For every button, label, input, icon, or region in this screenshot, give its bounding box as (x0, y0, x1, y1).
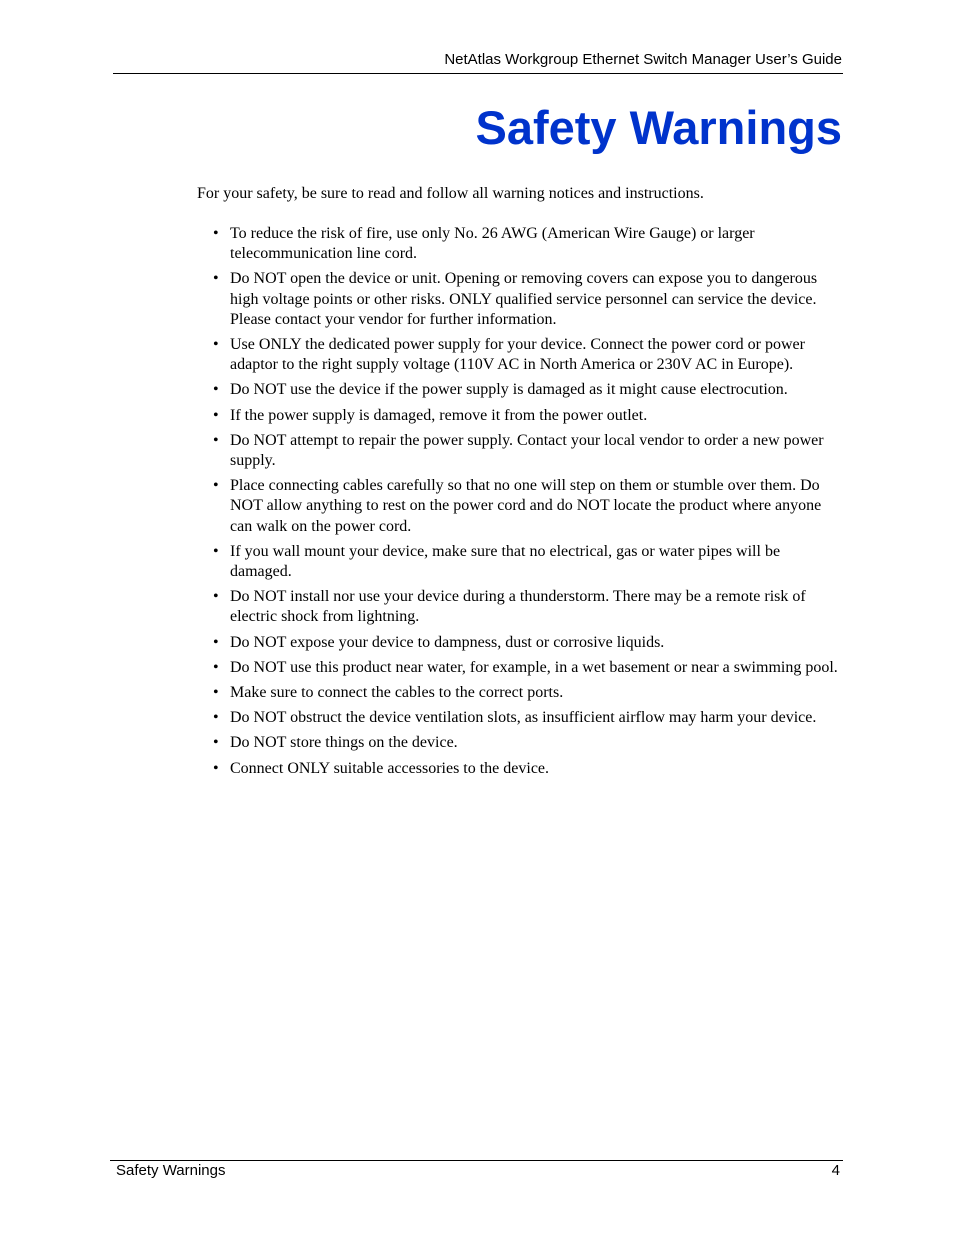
bullet-icon: • (213, 431, 219, 449)
bullet-icon: • (213, 406, 219, 424)
bullet-icon: • (213, 225, 219, 242)
warning-item (213, 708, 843, 728)
warning-text: To reduce the risk of fire, use only No. 26 AWG (American Wire Gauge) or larger telecommunication line cord. (230, 225, 755, 263)
warning-text: Do NOT use this product near water, for example, in a wet basement or near a swimming pool. (230, 658, 838, 676)
bullet-icon: • (213, 381, 219, 399)
warning-text: Connect ONLY suitable accessories to the device. (230, 759, 550, 777)
warning-text: If you wall mount your device, make sure that no electrical, gas or water pipes will be damaged. (230, 542, 781, 581)
footer-section-name: Safety Warnings (116, 1162, 226, 1179)
bullet-icon: • (213, 658, 219, 676)
warning-item (213, 431, 843, 471)
warning-item (213, 733, 843, 753)
warning-item (213, 380, 843, 400)
bullet-icon: • (213, 270, 219, 288)
running-header: NetAtlas Workgroup Ethernet Switch Manager User’s Guide (444, 51, 842, 68)
bullet-icon: • (213, 542, 219, 560)
warning-text: Do NOT install nor use your device during a thunderstorm. There may be a remote risk of electric shock from lightning. (230, 588, 806, 626)
bullet-icon: • (213, 734, 219, 752)
bullet-icon: • (213, 684, 219, 702)
bullet-icon: • (213, 588, 219, 606)
warning-item (213, 759, 843, 779)
warning-item (213, 224, 843, 264)
bullet-icon: • (213, 477, 219, 495)
page-title: Safety Warnings (475, 101, 842, 154)
warning-text: Place connecting cables carefully so that no one will step on them or stumble over them. Do NOT allow anything to rest on the power cord and do NOT locate the product where anyone can walk on the power cord. (230, 477, 822, 535)
bullet-icon: • (213, 336, 219, 354)
warning-item (213, 269, 843, 330)
intro-paragraph: For your safety, be sure to read and follow all warning notices and instructions. (197, 185, 704, 202)
warning-item (213, 683, 843, 703)
warning-item (213, 406, 843, 426)
warning-text: Use ONLY the dedicated power supply for your device. Connect the power cord or power adaptor to the right supply voltage (110V AC in North America or 230V AC in Europe). (230, 336, 805, 374)
warning-text: If the power supply is damaged, remove it from the power outlet. (230, 406, 648, 424)
warning-item (213, 476, 843, 537)
warning-text: Do NOT obstruct the device ventilation slots, as insufficient airflow may harm your device. (230, 709, 817, 727)
warning-text: Do NOT store things on the device. (230, 734, 458, 752)
bullet-icon: • (213, 709, 219, 727)
warning-text: Do NOT attempt to repair the power supply. Contact your local vendor to order a new power supply. (230, 431, 824, 470)
bullet-icon: • (213, 633, 219, 651)
bullet-icon: • (213, 759, 219, 777)
footer-divider (110, 1160, 843, 1161)
warning-text: Do NOT open the device or unit. Opening or removing covers can expose you to dangerous high voltage points or other risks. ONLY qualified service personnel can service the device. Please contact your vendor for further information. (230, 270, 818, 328)
warning-list (213, 224, 843, 784)
warning-item (213, 335, 843, 375)
warning-item (213, 542, 843, 582)
warning-text: Make sure to connect the cables to the correct ports. (230, 684, 564, 702)
warning-item (213, 633, 843, 653)
page-number: 4 (831, 1162, 840, 1179)
header-divider (113, 73, 843, 74)
warning-text: Do NOT use the device if the power supply is damaged as it might cause electrocution. (230, 381, 788, 399)
warning-item (213, 658, 843, 678)
warning-text: Do NOT expose your device to dampness, dust or corrosive liquids. (230, 633, 665, 651)
warning-item (213, 587, 843, 627)
